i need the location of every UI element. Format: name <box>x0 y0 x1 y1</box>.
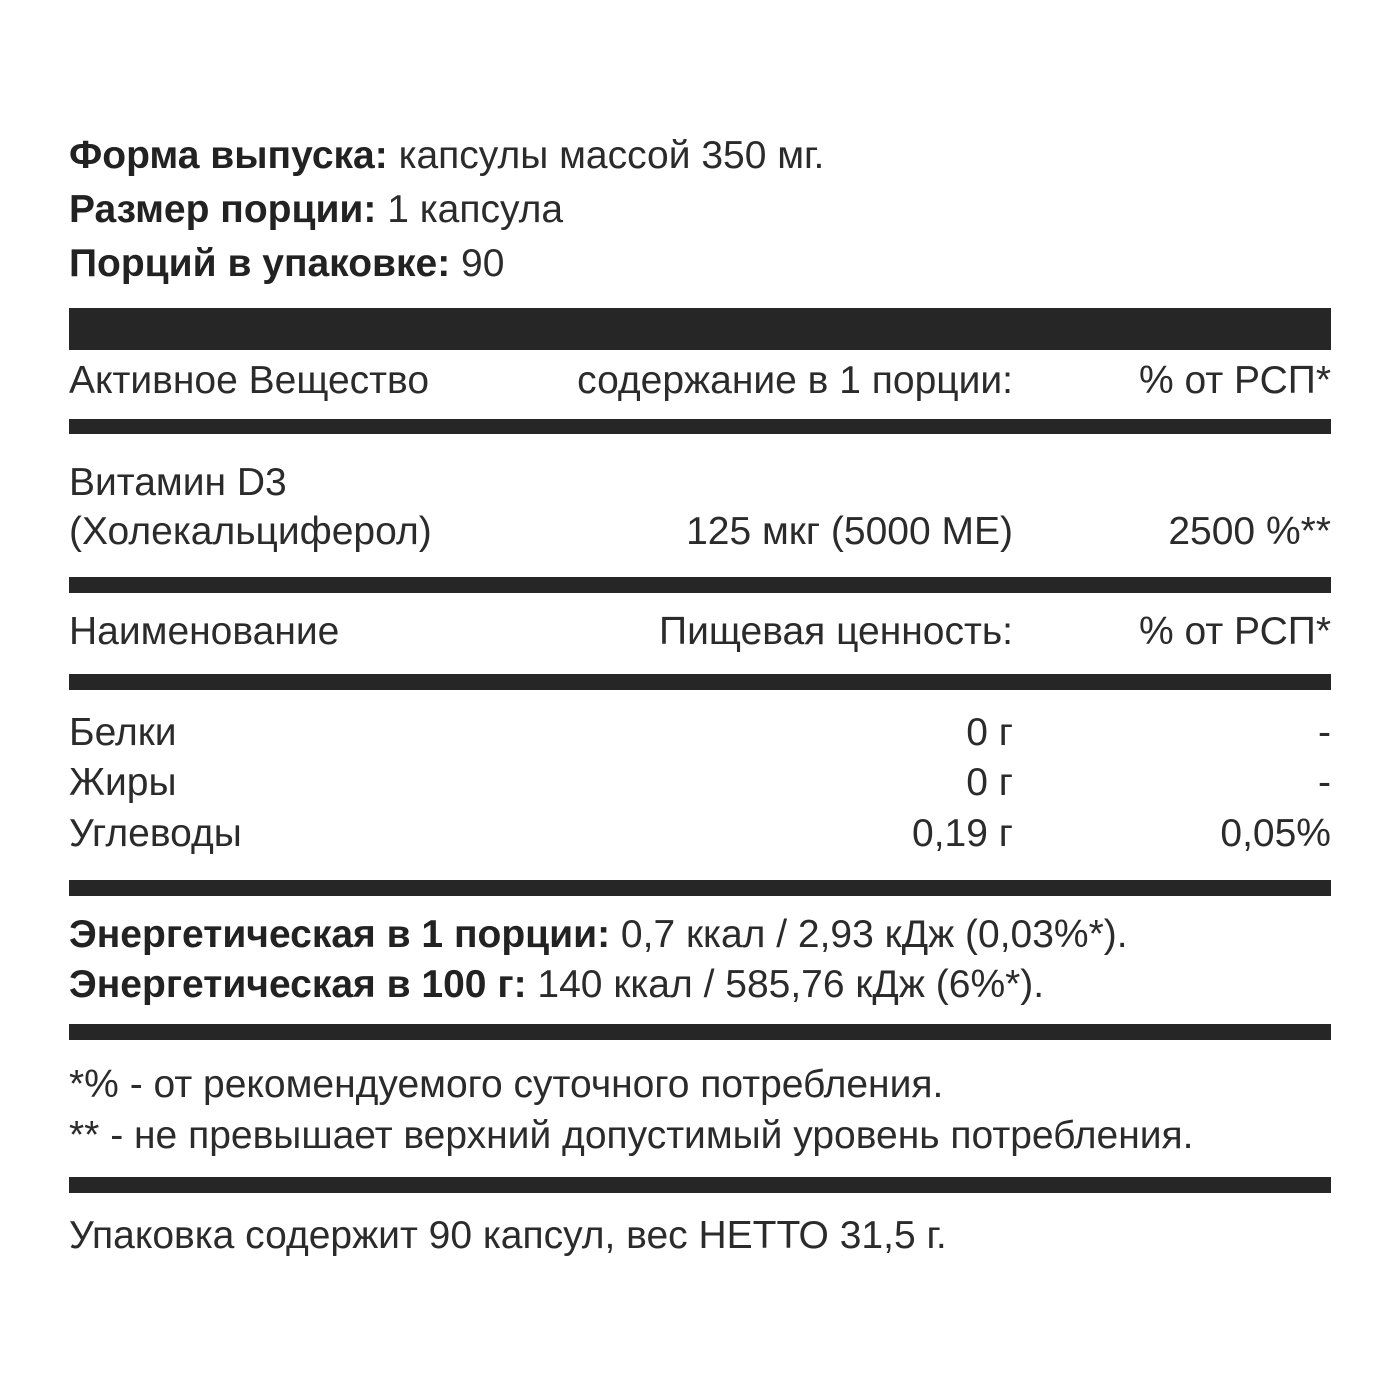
nutrient-rsp: 0,05% <box>1220 812 1331 855</box>
footnote-upper-limit: ** - не превышает верхний допустимый уровень потребления. <box>69 1114 1194 1157</box>
energy-per-serving-line <box>69 912 1128 958</box>
energy-per-100g-line <box>69 962 1044 1008</box>
package-contents: Упаковка содержит 90 капсул, вес НЕТТО 31,5 г. <box>69 1214 947 1257</box>
col-substance-header: Активное Вещество <box>69 359 430 402</box>
release-form-value: капсулы массой 350 мг. <box>387 134 825 177</box>
nutrient-value: 0 г <box>966 711 1013 754</box>
vitamin-d3-row <box>69 509 1331 555</box>
divider <box>69 577 1331 593</box>
col-amount-header: содержание в 1 порции: <box>577 359 1013 402</box>
divider <box>69 674 1331 690</box>
col-rsp-header: % от РСП* <box>1139 610 1331 653</box>
col-rsp-header: % от РСП* <box>1139 359 1331 402</box>
release-form-line <box>69 133 824 179</box>
footnote-rsp: *% - от рекомендуемого суточного потребления. <box>69 1063 944 1106</box>
energy-per-100g-label: Энергетическая в 100 г: <box>69 963 527 1006</box>
release-form-label: Форма выпуска: <box>69 134 388 177</box>
nutrient-rsp: - <box>1318 711 1331 754</box>
energy-per-serving-value: 0,7 ккал / 2,93 кДж (0,03%*). <box>610 913 1128 956</box>
nutrient-name: Углеводы <box>69 812 242 855</box>
divider <box>69 880 1331 896</box>
active-table-header <box>69 358 1331 404</box>
table-row <box>69 760 1331 806</box>
servings-per-pack-label: Порций в упаковке: <box>69 242 451 285</box>
nutrient-name: Жиры <box>69 761 177 804</box>
vitamin-d3-name-line2: (Холекальциферол) <box>69 510 432 553</box>
top-divider-bar <box>69 308 1331 350</box>
servings-per-pack-line <box>69 241 504 287</box>
serving-size-line <box>69 187 563 233</box>
col-name-header: Наименование <box>69 610 340 653</box>
col-value-header: Пищевая ценность: <box>659 610 1013 653</box>
nutrient-rsp: - <box>1318 761 1331 804</box>
divider <box>69 419 1331 434</box>
nutrient-value: 0,19 г <box>912 812 1013 855</box>
vitamin-d3-rsp: 2500 %** <box>1168 510 1331 553</box>
nutrient-name: Белки <box>69 711 177 754</box>
nutrition-table-header <box>69 609 1331 655</box>
vitamin-d3-amount: 125 мкг (5000 МЕ) <box>686 510 1013 553</box>
table-row <box>69 811 1331 857</box>
table-row <box>69 710 1331 756</box>
divider <box>69 1024 1331 1040</box>
energy-per-serving-label: Энергетическая в 1 порции: <box>69 913 611 956</box>
servings-per-pack-value: 90 <box>450 242 505 285</box>
vitamin-d3-name-line1: Витамин D3 <box>69 461 287 504</box>
serving-size-value: 1 капсула <box>376 188 564 231</box>
serving-size-label: Размер порции: <box>69 188 377 231</box>
energy-per-100g-value: 140 ккал / 585,76 кДж (6%*). <box>526 963 1045 1006</box>
nutrient-value: 0 г <box>966 761 1013 804</box>
divider <box>69 1177 1331 1193</box>
